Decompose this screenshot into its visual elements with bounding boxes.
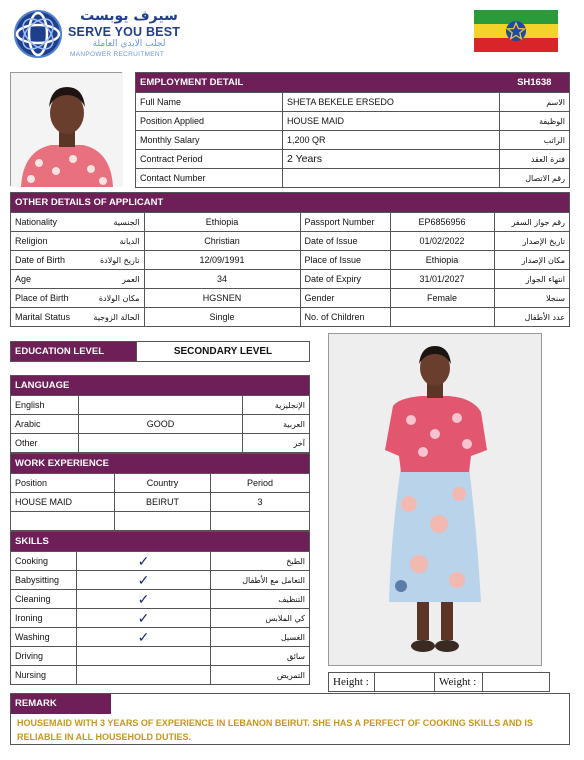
work-country (115, 512, 211, 531)
other-value: Ethiopia (144, 213, 300, 232)
language-label: English (11, 396, 79, 415)
full-body-figure-icon (329, 334, 541, 665)
work-country: BEIRUT (115, 493, 211, 512)
contact-value (283, 169, 500, 188)
other-value-2 (390, 308, 494, 327)
language-value: GOOD (79, 415, 243, 434)
skill-label: Ironing (11, 609, 77, 628)
skill-check-icon: ✓ (77, 571, 211, 590)
remark-title: REMARK (11, 694, 111, 714)
skill-row (11, 628, 310, 647)
weight-value (483, 673, 550, 692)
other-ar-2: مكان الإصدار (494, 251, 569, 270)
other-label: Age (11, 270, 75, 289)
skill-ar: كي الملابس (211, 609, 310, 628)
language-row (11, 415, 310, 434)
brand-arabic-name: سيرف يوبست (80, 8, 178, 24)
other-details-header (11, 193, 570, 213)
skill-label: Cleaning (11, 590, 77, 609)
position-ar: الوظيفة (500, 112, 570, 131)
work-title: WORK EXPERIENCE (11, 454, 310, 474)
other-value: Christian (144, 232, 300, 251)
skill-check-icon (77, 647, 211, 666)
employment-row-contact (136, 169, 570, 188)
language-row (11, 434, 310, 453)
brand-name: SERVE YOU BEST (68, 25, 181, 39)
other-details-title: OTHER DETAILS OF APPLICANT (15, 197, 164, 208)
language-label: Arabic (11, 415, 79, 434)
height-value (375, 673, 435, 692)
work-header-period: Period (211, 474, 310, 493)
contact-ar: رقم الاتصال (500, 169, 570, 188)
other-ar-2: رقم جواز السفر (494, 213, 569, 232)
skill-check-icon: ✓ (77, 552, 211, 571)
work-header-country: Country (115, 474, 211, 493)
work-row (11, 512, 310, 531)
other-label-2: Gender (300, 289, 390, 308)
full-name-label: Full Name (136, 93, 283, 112)
other-row (11, 232, 570, 251)
other-ar: العمر (74, 270, 144, 289)
work-period (211, 512, 310, 531)
skill-row (11, 647, 310, 666)
language-value (79, 434, 243, 453)
skill-label: Cooking (11, 552, 77, 571)
other-label-2: Passport Number (300, 213, 390, 232)
full-name-ar: الاسم (500, 93, 570, 112)
language-value (79, 396, 243, 415)
other-value-2: 31/01/2027 (390, 270, 494, 289)
position-value: HOUSE MAID (283, 112, 500, 131)
employment-row-contract (136, 150, 570, 169)
other-row (11, 308, 570, 327)
salary-value: 1,200 QR (283, 131, 500, 150)
full-name-value: SHETA BEKELE ERSEDO (283, 93, 500, 112)
other-label-2: Date of Issue (300, 232, 390, 251)
other-value-2: 01/02/2022 (390, 232, 494, 251)
work-period: 3 (211, 493, 310, 512)
other-value: 12/09/1991 (144, 251, 300, 270)
portrait-figure-icon (11, 73, 123, 187)
work-position: HOUSE MAID (11, 493, 115, 512)
other-label: Date of Birth (11, 251, 75, 270)
other-label: Place of Birth (11, 289, 75, 308)
work-header-row (11, 474, 310, 493)
work-experience-table (10, 453, 310, 531)
language-title: LANGUAGE (11, 376, 310, 396)
other-ar: تاريخ الولادة (74, 251, 144, 270)
other-label: Marital Status (11, 308, 75, 327)
other-label: Nationality (11, 213, 75, 232)
skill-label: Babysitting (11, 571, 77, 590)
position-label: Position Applied (136, 112, 283, 131)
skill-row (11, 666, 310, 685)
skill-ar: سائق (211, 647, 310, 666)
employment-row-position (136, 112, 570, 131)
other-ar: الجنسية (74, 213, 144, 232)
other-ar: الحالة الزوجية (74, 308, 144, 327)
employment-detail-table (135, 72, 570, 188)
skill-row (11, 609, 310, 628)
other-ar: مكان الولادة (74, 289, 144, 308)
other-row (11, 251, 570, 270)
other-details-table (10, 192, 570, 327)
applicant-full-body-photo (328, 333, 542, 666)
skill-ar: الغسيل (211, 628, 310, 647)
height-label: Height : (329, 673, 375, 692)
language-ar: الإنجليزية (243, 396, 310, 415)
employment-code: SH1638 (517, 77, 552, 88)
remark-text: HOUSEMAID WITH 3 YEARS OF EXPERIENCE IN LEBANON BEIRUT. SHE HAS A PERFECT OF COOKING SKILLS AND IS RELIABLE IN ALL HOUSEHOLD DUTIES. (17, 718, 533, 742)
skill-label: Driving (11, 647, 77, 666)
employment-title: EMPLOYMENT DETAIL (140, 77, 244, 88)
other-label-2: Place of Issue (300, 251, 390, 270)
education-label: EDUCATION LEVEL (11, 342, 137, 362)
remark-section (10, 693, 570, 745)
other-value: 34 (144, 270, 300, 289)
other-value-2: EP6856956 (390, 213, 494, 232)
other-ar-2: عدد الأطفال (494, 308, 569, 327)
other-label-2: No. of Children (300, 308, 390, 327)
skill-row (11, 552, 310, 571)
skill-label: Washing (11, 628, 77, 647)
salary-label: Monthly Salary (136, 131, 283, 150)
other-ar-2: انتهاء الجواز (494, 270, 569, 289)
other-ar-2: تاريخ الإصدار (494, 232, 569, 251)
skill-check-icon (77, 666, 211, 685)
other-value: Single (144, 308, 300, 327)
salary-ar: الراتب (500, 131, 570, 150)
contract-label: Contract Period (136, 150, 283, 169)
brand-tagline: MANPOWER RECRUITMENT (70, 51, 165, 58)
other-ar-2: سنجلا (494, 289, 569, 308)
company-logo (12, 8, 202, 60)
skill-check-icon: ✓ (77, 590, 211, 609)
other-row (11, 289, 570, 308)
contact-label: Contact Number (136, 169, 283, 188)
other-label: Religion (11, 232, 75, 251)
skill-ar: التنظيف (211, 590, 310, 609)
skill-check-icon: ✓ (77, 628, 211, 647)
language-table (10, 375, 310, 453)
skill-ar: الطبخ (211, 552, 310, 571)
other-label-2: Date of Expiry (300, 270, 390, 289)
contract-value: 2 Years (283, 150, 500, 169)
ethiopia-flag-icon (474, 10, 558, 52)
work-row (11, 493, 310, 512)
other-value-2: Ethiopia (390, 251, 494, 270)
employment-row-salary (136, 131, 570, 150)
work-position (11, 512, 115, 531)
skills-title: SKILLS (11, 532, 310, 552)
education-value: SECONDARY LEVEL (137, 342, 310, 362)
skill-check-icon: ✓ (77, 609, 211, 628)
skill-label: Nursing (11, 666, 77, 685)
brand-arabic-tagline: لجلب الايدي العاملة (92, 39, 166, 49)
skill-row (11, 571, 310, 590)
employment-header (136, 73, 570, 93)
skill-ar: التمريض (211, 666, 310, 685)
other-value: HGSNEN (144, 289, 300, 308)
other-row (11, 270, 570, 289)
weight-label: Weight : (435, 673, 483, 692)
measurements-table (328, 672, 550, 692)
language-row (11, 396, 310, 415)
language-ar: العربية (243, 415, 310, 434)
employment-row-full-name (136, 93, 570, 112)
work-header-position: Position (11, 474, 115, 493)
applicant-portrait-photo (10, 72, 122, 186)
skill-ar: التعامل مع الأطفال (211, 571, 310, 590)
skill-row (11, 590, 310, 609)
contract-ar: فترة العقد (500, 150, 570, 169)
globe-logo-icon (12, 8, 64, 60)
other-value-2: Female (390, 289, 494, 308)
language-ar: آخر (243, 434, 310, 453)
skills-table (10, 531, 310, 685)
education-table (10, 341, 310, 362)
other-ar: الديانة (74, 232, 144, 251)
other-row (11, 213, 570, 232)
language-label: Other (11, 434, 79, 453)
